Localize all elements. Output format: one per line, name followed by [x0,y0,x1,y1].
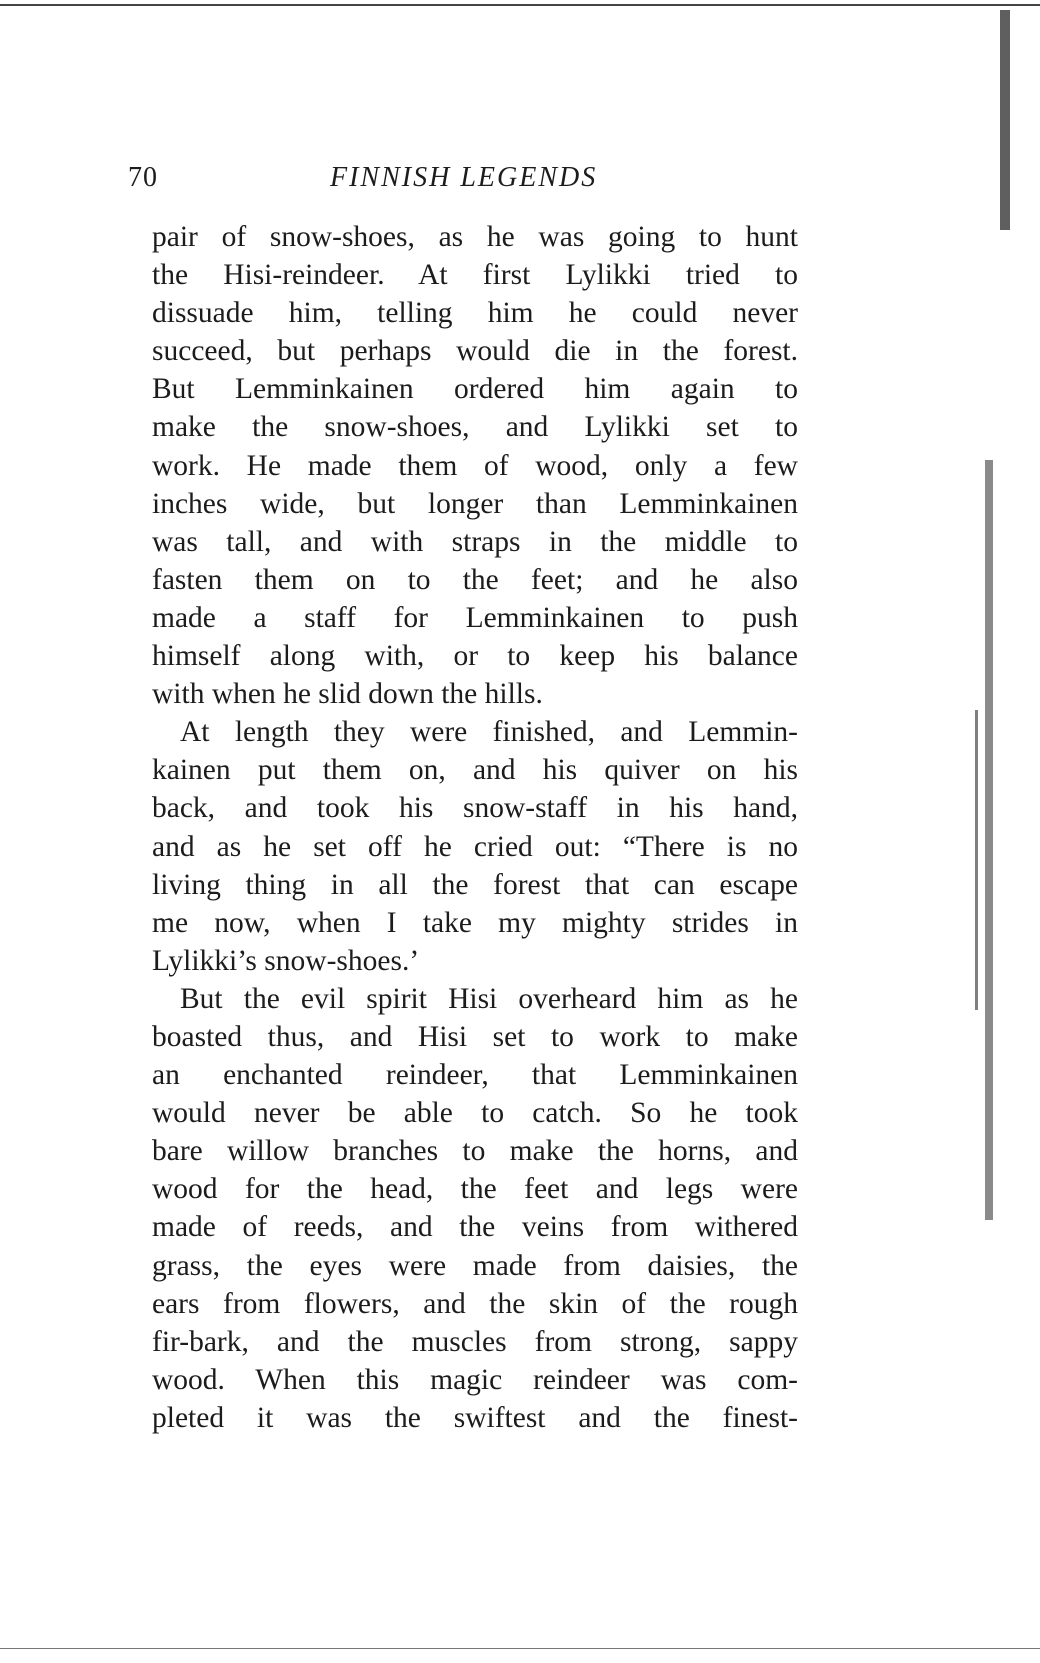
bottom-rule [0,1648,1040,1649]
text-line: back, and took his snow-staff in his hand, [152,792,798,825]
binding-shadow [975,710,978,1010]
page-number: 70 [128,162,158,193]
text-line: wood. When this magic reindeer was com- [152,1363,798,1396]
text-line: and as he set off he cried out: “There is no [152,830,798,863]
binding-shadow [1000,10,1010,230]
text-line: me now, when I take my mighty strides in [152,906,798,939]
top-rule [0,4,1040,6]
text-line: boasted thus, and Hisi set to work to make [152,1020,798,1053]
text-line: would never be able to catch. So he took [152,1097,798,1130]
text-line: fasten them on to the feet; and he also [152,563,798,596]
text-line: the Hisi-reindeer. At first Lylikki tried to [152,259,798,292]
text-line: made of reeds, and the veins from withered [152,1211,798,1244]
text-line: himself along with, or to keep his balance [152,640,798,673]
text-line: kainen put them on, and his quiver on his [152,754,798,787]
text-line: At length they were finished, and Lemmin- [180,716,798,749]
text-line: was tall, and with straps in the middle to [152,525,798,558]
text-line: living thing in all the forest that can escape [152,868,798,901]
text-line: grass, the eyes were made from daisies, the [152,1249,798,1282]
text-line: pleted it was the swiftest and the finest- [152,1401,798,1434]
text-line: inches wide, but longer than Lemminkainen [152,487,798,520]
text-line: an enchanted reindeer, that Lemminkainen [152,1059,798,1092]
running-head: FINNISH LEGENDS [330,162,598,193]
text-line: with when he slid down the hills. [152,678,543,711]
text-line: wood for the head, the feet and legs were [152,1173,798,1206]
text-line: Lylikki’s snow-shoes.’ [152,944,420,977]
text-line: made a staff for Lemminkainen to push [152,601,798,634]
body-text [152,218,798,1437]
text-line: dissuade him, telling him he could never [152,297,798,330]
text-line: work. He made them of wood, only a few [152,449,798,482]
text-line: ears from flowers, and the skin of the rough [152,1287,798,1320]
binding-shadow [985,460,993,1220]
text-line: bare willow branches to make the horns, and [152,1135,798,1168]
text-line: fir-bark, and the muscles from strong, sappy [152,1325,798,1358]
text-line: pair of snow-shoes, as he was going to hunt [152,221,798,253]
text-line: make the snow-shoes, and Lylikki set to [152,411,798,444]
text-line: But the evil spirit Hisi overheard him as he [180,982,798,1015]
text-line: succeed, but perhaps would die in the forest. [152,335,798,368]
text-line: But Lemminkainen ordered him again to [152,373,798,406]
